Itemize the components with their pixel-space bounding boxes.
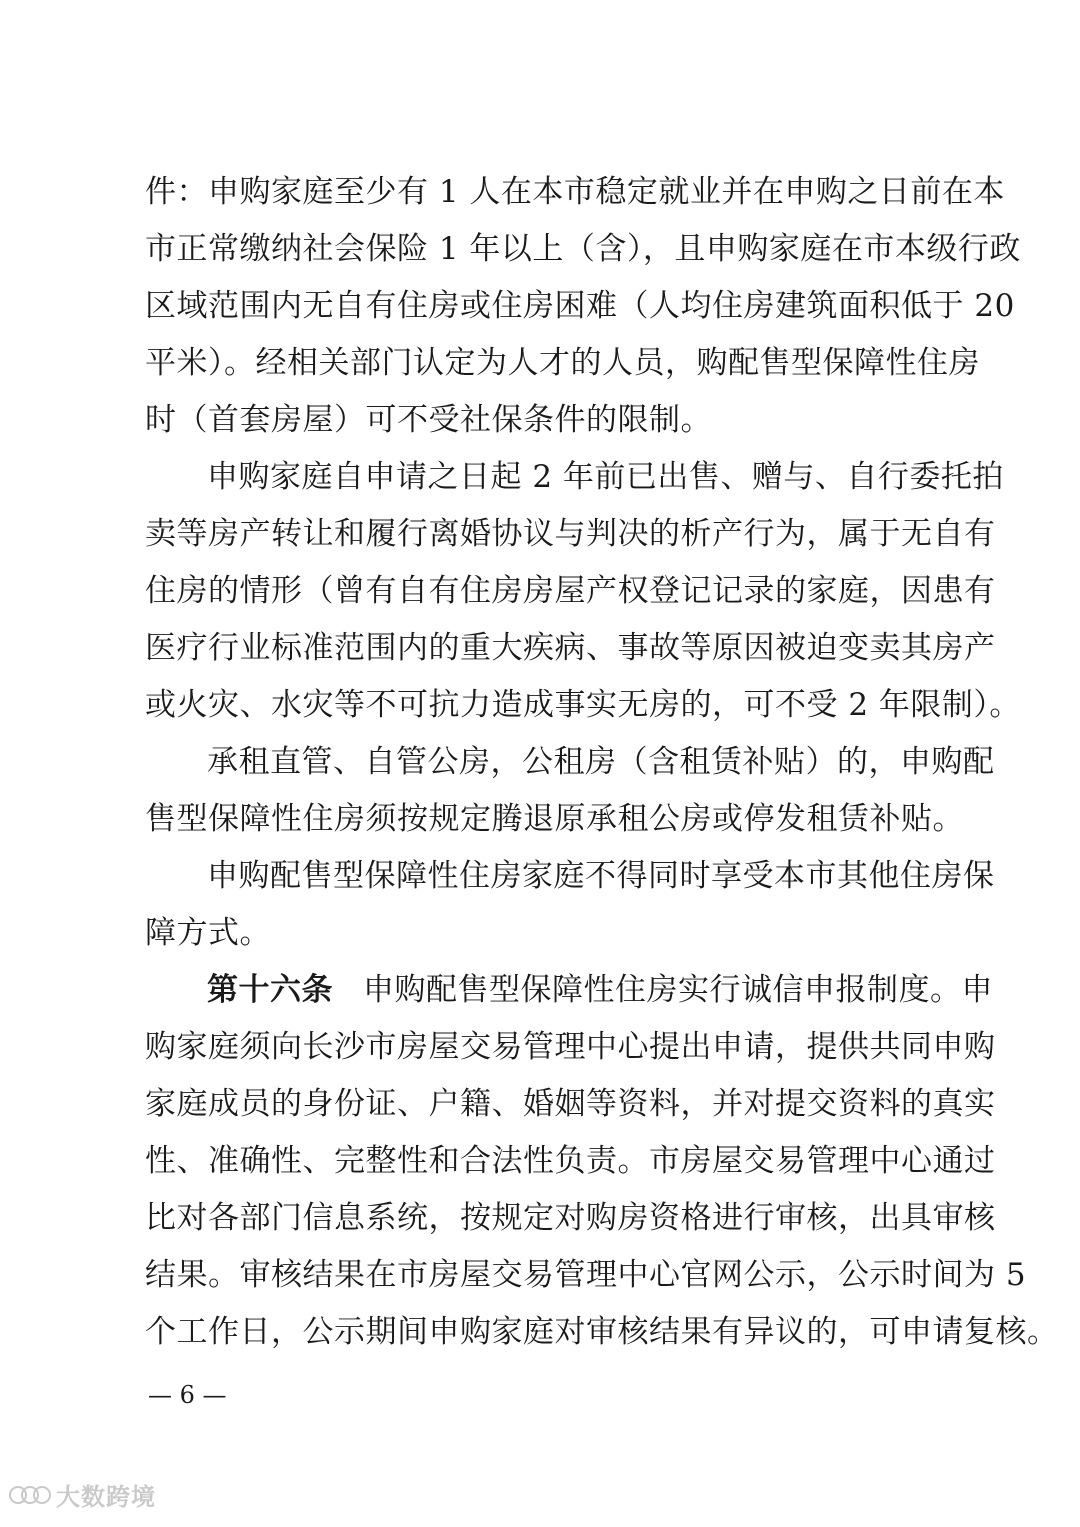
text-line: 区域范围内无自有住房或住房困难（人均住房建筑面积低于 20 bbox=[145, 288, 1015, 324]
text-line: 承租直管、自管公房，公租房（含租赁补贴）的，申购配 bbox=[207, 744, 995, 780]
text-line: 时（首套房屋）可不受社保条件的限制。 bbox=[145, 402, 712, 438]
text-line: 或火灾、水灾等不可抗力造成事实无房的，可不受 2 年限制）。 bbox=[145, 687, 1021, 723]
text-line: 结果。审核结果在市房屋交易管理中心官网公示，公示时间为 5 bbox=[145, 1257, 1027, 1293]
text-line: 购家庭须向长沙市房屋交易管理中心提出申请，提供共同申购 bbox=[145, 1029, 996, 1065]
page-number: — 6 — bbox=[148, 1381, 227, 1409]
watermark-text: 大数跨境 bbox=[56, 1483, 156, 1511]
text-line: 医疗行业标准范围内的重大疾病、事故等原因被迫变卖其房产 bbox=[145, 630, 996, 666]
text-line: 平米）。经相关部门认定为人才的人员，购配售型保障性住房 bbox=[145, 345, 980, 381]
text-line: 性、准确性、完整性和合法性负责。市房屋交易管理中心通过 bbox=[145, 1143, 996, 1179]
text-line: 家庭成员的身份证、户籍、婚姻等资料，并对提交资料的真实 bbox=[145, 1086, 996, 1122]
text-line: 申购配售型保障性住房家庭不得同时享受本市其他住房保 bbox=[207, 858, 995, 894]
text-line: 售型保障性住房须按规定腾退原承租公房或停发租赁补贴。 bbox=[145, 801, 964, 837]
text-line: 市正常缴纳社会保险 1 年以上（含），且申购家庭在市本级行政 bbox=[145, 231, 1021, 267]
watermark-logo-icon bbox=[8, 1481, 52, 1509]
text-line: 障方式。 bbox=[145, 915, 271, 951]
text-line: 卖等房产转让和履行离婚协议与判决的析产行为，属于无自有 bbox=[145, 516, 996, 552]
article-text: 申购配售型保障性住房实行诚信申报制度。申 bbox=[363, 972, 993, 1008]
text-line: 件：申购家庭至少有 1 人在本市稳定就业并在申购之日前在本 bbox=[145, 174, 1005, 210]
article-16-first-line bbox=[207, 970, 993, 1010]
text-line: 申购家庭自申请之日起 2 年前已出售、赠与、自行委托拍 bbox=[207, 459, 1004, 495]
article-label: 第十六条 bbox=[207, 972, 333, 1008]
text-line: 比对各部门信息系统，按规定对购房资格进行审核，出具审核 bbox=[145, 1200, 996, 1236]
text-line: 个工作日，公示期间申购家庭对审核结果有异议的，可申请复核。 bbox=[145, 1314, 1059, 1350]
text-line: 住房的情形（曾有自有住房房屋产权登记记录的家庭，因患有 bbox=[145, 573, 996, 609]
watermark bbox=[8, 1477, 156, 1512]
